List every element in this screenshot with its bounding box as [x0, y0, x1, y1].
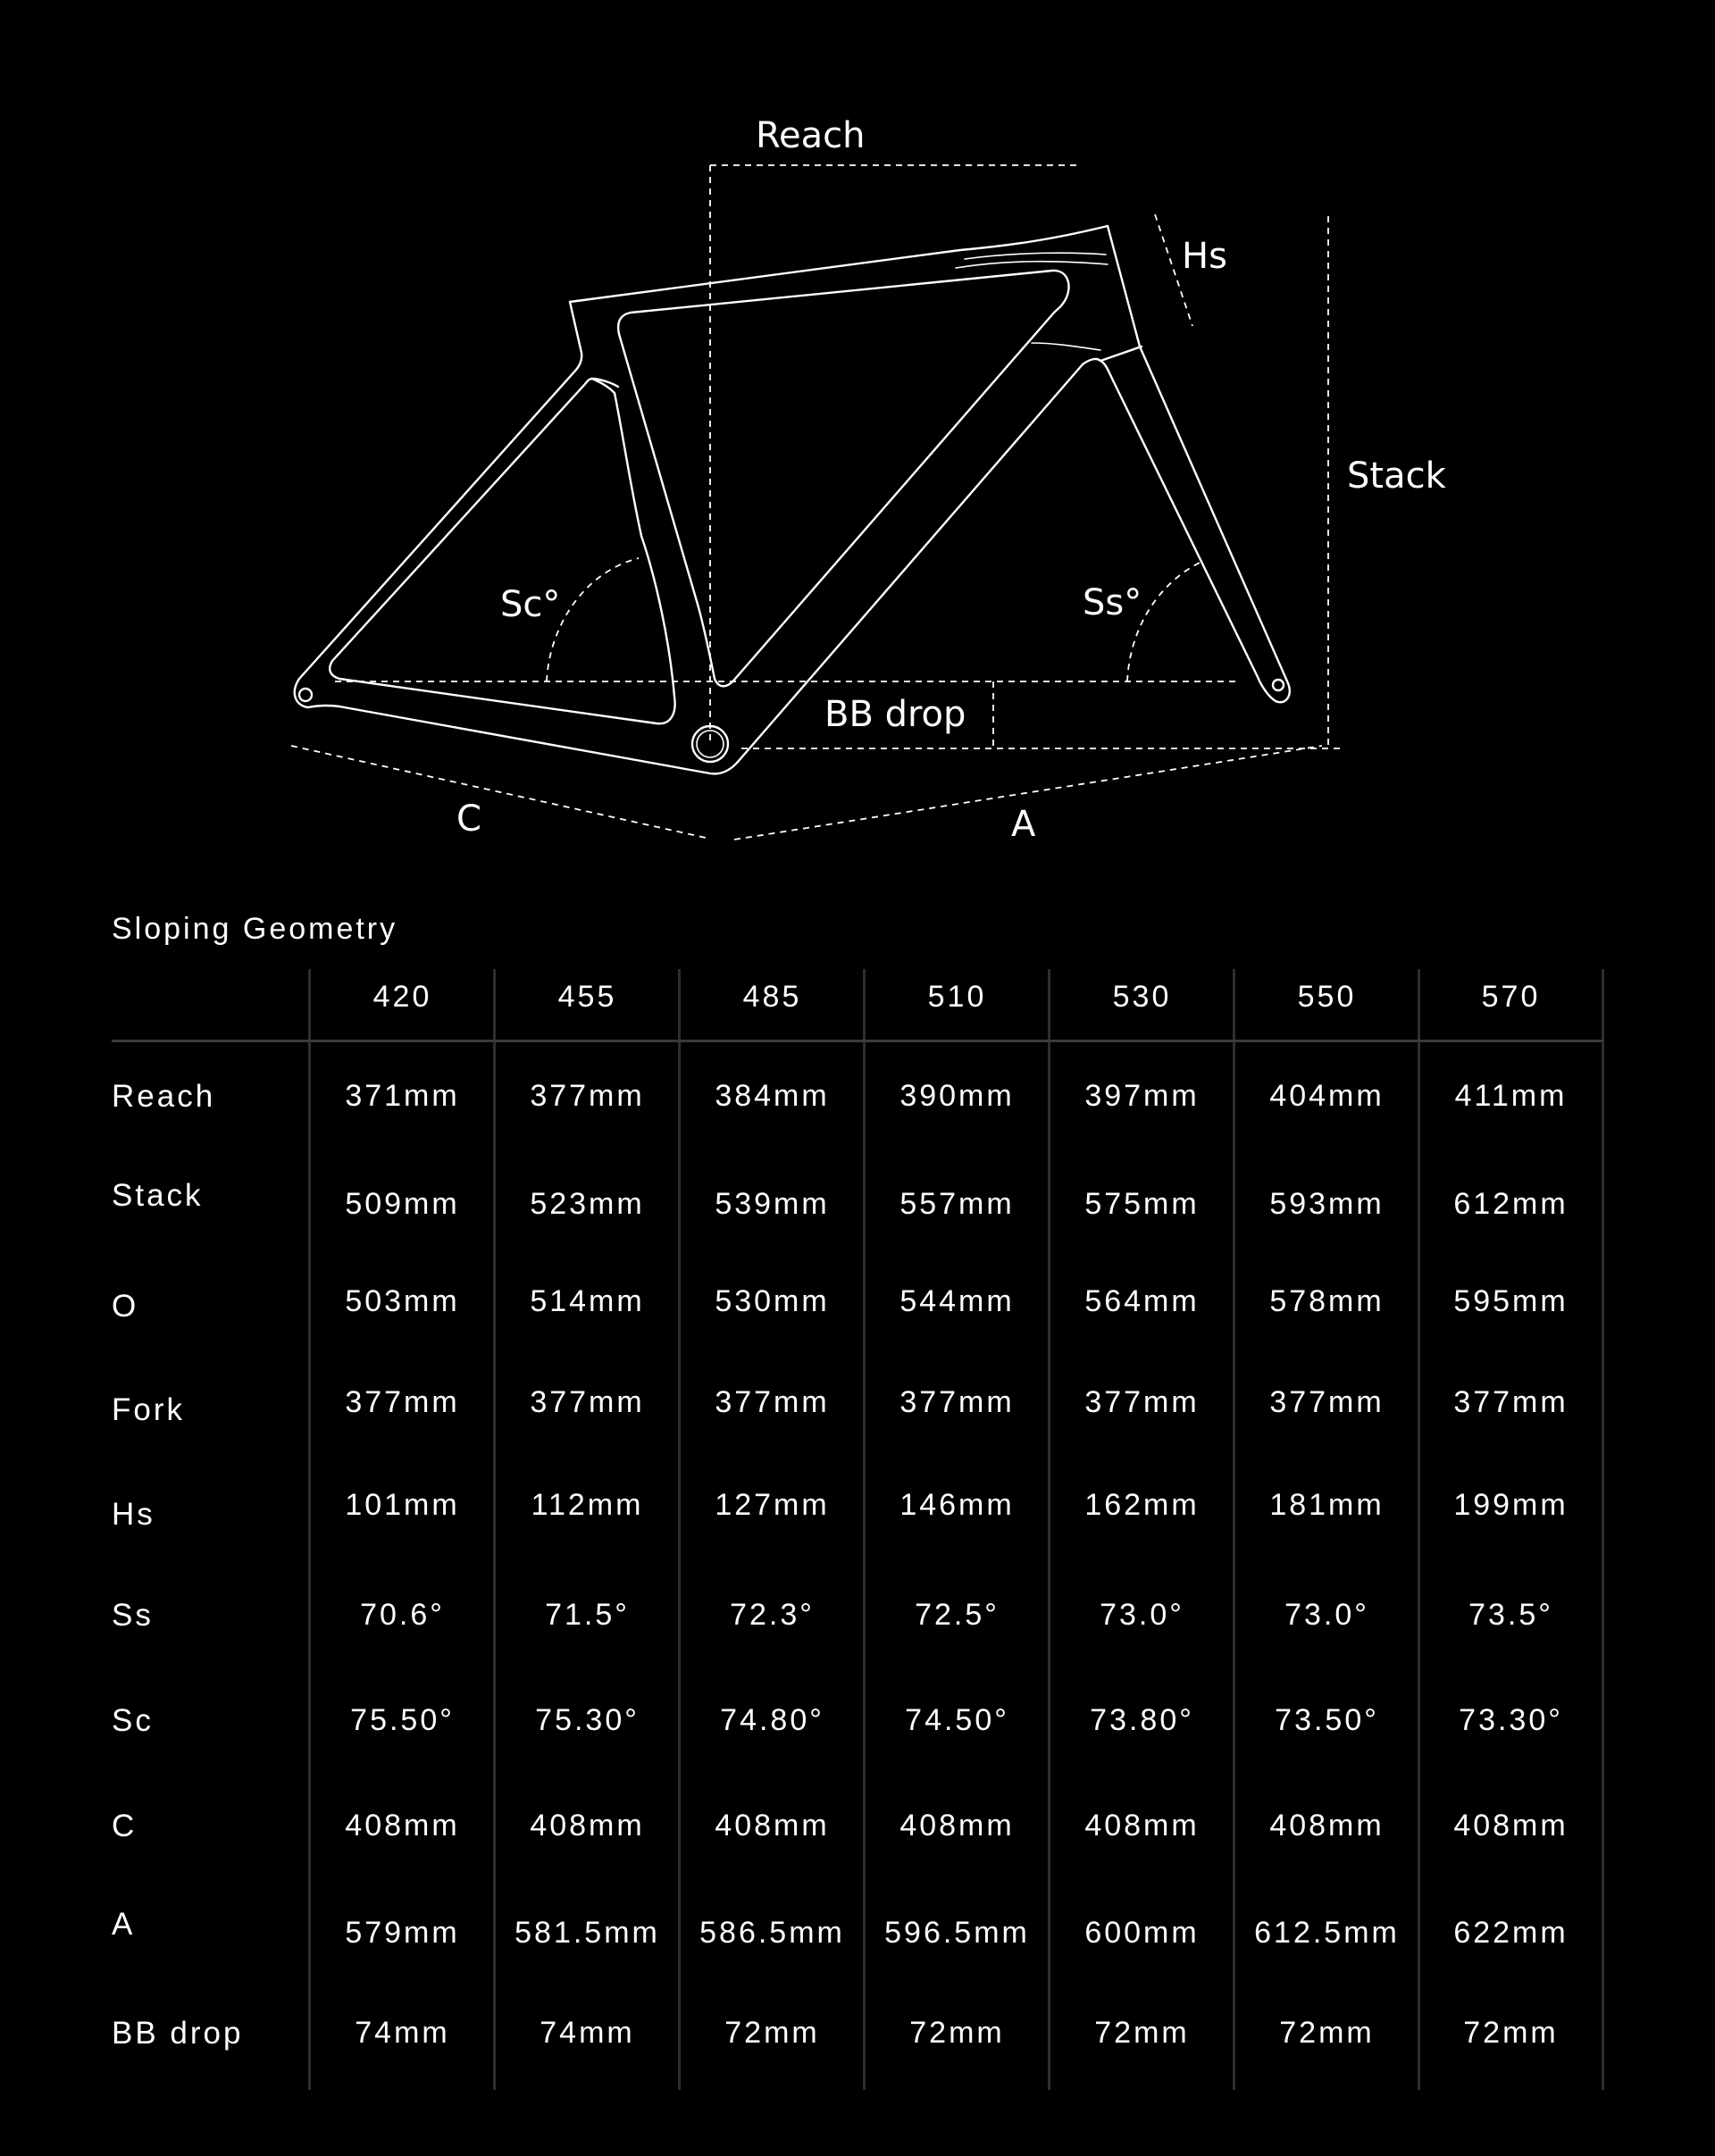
table-cell: 74.80° [720, 1703, 824, 1737]
table-row-reach [112, 1070, 1603, 1124]
table-cell: 73.0° [1284, 1598, 1369, 1632]
table-cell: 564mm [1084, 1284, 1200, 1318]
table-cell: 578mm [1269, 1284, 1385, 1318]
table-row-bb-drop [112, 2007, 1603, 2060]
row-label: Sc [112, 1703, 154, 1738]
steerer-angle-label: Ss° [1083, 582, 1142, 623]
table-cell: 181mm [1269, 1488, 1385, 1522]
table-cell: 72mm [1094, 2016, 1190, 2050]
table-cell: 74mm [355, 2016, 450, 2050]
table-cell: 377mm [530, 1079, 645, 1113]
table-cell: 530mm [715, 1284, 830, 1318]
head-tube-label: Hs [1182, 236, 1227, 277]
header-divider [112, 1040, 1603, 1042]
table-cell: 71.5° [545, 1598, 630, 1632]
table-cell: 408mm [530, 1809, 645, 1843]
table-cell: 408mm [1269, 1809, 1385, 1843]
table-cell: 162mm [1084, 1488, 1200, 1522]
stack-label: Stack [1347, 455, 1446, 497]
table-cell: 600mm [1084, 1916, 1200, 1950]
table-cell: 74mm [540, 2016, 635, 2050]
table-cell: 112mm [531, 1488, 644, 1522]
table-cell: 73.80° [1090, 1703, 1194, 1737]
row-label: Hs [112, 1497, 155, 1532]
table-cell: 397mm [1084, 1079, 1200, 1113]
table-cell: 72mm [909, 2016, 1005, 2050]
reach-label: Reach [756, 115, 866, 156]
table-cell: 101mm [345, 1488, 460, 1522]
table-cell: 523mm [530, 1187, 645, 1221]
table-cell: 408mm [1453, 1809, 1569, 1843]
table-cell: 579mm [345, 1916, 460, 1950]
table-cell: 544mm [899, 1284, 1015, 1318]
table-cell: 612mm [1453, 1187, 1569, 1221]
table-cell: 371mm [345, 1079, 460, 1113]
table-row-sc [112, 1694, 1603, 1748]
row-label: Fork [112, 1392, 185, 1427]
size-header: 550 [1297, 980, 1357, 1014]
table-cell: 70.6° [360, 1598, 445, 1632]
table-cell: 593mm [1269, 1187, 1385, 1221]
table-cell: 73.5° [1468, 1598, 1553, 1632]
table-cell: 72.5° [915, 1598, 1000, 1632]
table-cell: 73.30° [1459, 1703, 1563, 1737]
table-cell: 72mm [1279, 2016, 1375, 2050]
size-header: 570 [1481, 980, 1541, 1014]
table-cell: 596.5mm [884, 1916, 1030, 1950]
row-label: C [112, 1809, 138, 1843]
frame-geometry-diagram [0, 0, 1715, 875]
table-cell: 75.50° [350, 1703, 455, 1737]
size-header: 420 [372, 980, 432, 1014]
table-cell: 72.3° [730, 1598, 815, 1632]
table-cell: 127mm [715, 1488, 830, 1522]
table-row-c [112, 1800, 1603, 1853]
bb-drop-label: BB drop [824, 694, 966, 735]
table-cell: 72mm [724, 2016, 820, 2050]
table-cell: 539mm [715, 1187, 830, 1221]
row-label: Reach [112, 1079, 216, 1114]
table-row-ss [112, 1589, 1603, 1642]
table-cell: 146mm [899, 1488, 1015, 1522]
table-cell: 75.30° [535, 1703, 640, 1737]
table-cell: 390mm [899, 1079, 1015, 1113]
size-header: 485 [742, 980, 802, 1014]
geometry-table [112, 969, 1603, 2090]
row-label: BB drop [112, 2016, 244, 2051]
table-row-o [112, 1275, 1603, 1329]
table-cell: 622mm [1453, 1916, 1569, 1950]
table-cell: 514mm [530, 1284, 645, 1318]
size-header: 455 [557, 980, 617, 1014]
table-cell: 503mm [345, 1284, 460, 1318]
table-cell: 408mm [715, 1809, 830, 1843]
table-cell: 72mm [1463, 2016, 1559, 2050]
table-cell: 377mm [345, 1385, 460, 1419]
table-cell: 557mm [899, 1187, 1015, 1221]
table-cell: 581.5mm [514, 1916, 660, 1950]
table-cell: 384mm [715, 1079, 830, 1113]
table-cell: 377mm [715, 1385, 830, 1419]
table-cell: 377mm [530, 1385, 645, 1419]
table-row-stack [112, 1178, 1603, 1232]
chainstay-label: C [456, 798, 481, 840]
table-cell: 411mm [1454, 1079, 1568, 1113]
table-cell: 404mm [1269, 1079, 1385, 1113]
table-cell: 612.5mm [1254, 1916, 1400, 1950]
table-cell: 595mm [1453, 1284, 1569, 1318]
table-cell: 408mm [899, 1809, 1015, 1843]
row-label: A [112, 1907, 136, 1942]
table-cell: 74.50° [905, 1703, 1009, 1737]
table-cell: 586.5mm [699, 1916, 845, 1950]
table-row-fork [112, 1376, 1603, 1430]
table-cell: 377mm [1269, 1385, 1385, 1419]
front-center-label: A [1011, 804, 1036, 845]
table-cell: 199mm [1453, 1488, 1569, 1522]
row-label: O [112, 1289, 139, 1324]
table-cell: 408mm [1084, 1809, 1200, 1843]
table-cell: 509mm [345, 1187, 460, 1221]
seat-stay-angle-label: Sc° [500, 584, 561, 625]
table-cell: 377mm [1084, 1385, 1200, 1419]
table-row-hs [112, 1479, 1603, 1533]
size-header: 530 [1112, 980, 1172, 1014]
table-cell: 575mm [1084, 1187, 1200, 1221]
table-cell: 408mm [345, 1809, 460, 1843]
table-cell: 377mm [899, 1385, 1015, 1419]
table-cell: 377mm [1453, 1385, 1569, 1419]
size-header: 510 [927, 980, 987, 1014]
row-label: Ss [112, 1598, 154, 1633]
table-cell: 73.0° [1100, 1598, 1184, 1632]
table-cell: 73.50° [1275, 1703, 1379, 1737]
table-title: Sloping Geometry [112, 912, 398, 946]
row-label: Stack [112, 1178, 204, 1213]
table-row-a [112, 1907, 1603, 1960]
